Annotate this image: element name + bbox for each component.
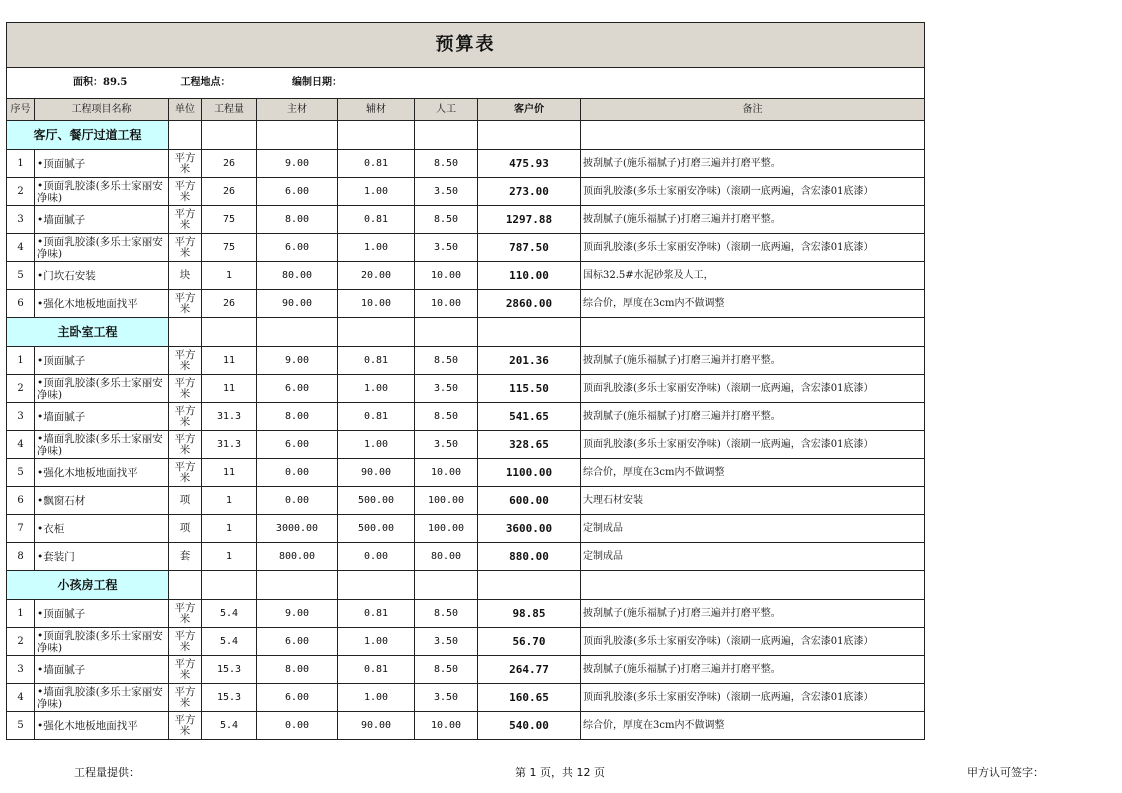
cell-price: 2860.00 [478,290,581,318]
cell-price: 3600.00 [478,515,581,543]
cell-name: •墙面腻子 [35,403,169,431]
cell-aux: 1.00 [338,375,415,403]
cell-price: 160.65 [478,684,581,712]
cell-qty: 31.3 [202,403,257,431]
cell-unit: 平方米 [169,656,202,684]
cell-note: 披刮腻子(施乐福腻子)打磨三遍并打磨平整。 [581,656,925,684]
table-row [7,234,925,262]
table-row [7,656,925,684]
cell-aux: 500.00 [338,515,415,543]
header-qty: 工程量 [202,99,257,121]
cell-labor: 8.50 [415,600,478,628]
cell-price: 273.00 [478,178,581,206]
cell-main: 6.00 [257,628,338,656]
cell-labor: 3.50 [415,178,478,206]
cell-unit: 平方米 [169,403,202,431]
info-row [7,68,925,99]
cell-seq: 4 [7,234,35,262]
cell-qty: 11 [202,459,257,487]
table-row [7,262,925,290]
cell-labor: 8.50 [415,347,478,375]
cell-unit: 平方米 [169,712,202,740]
cell-qty: 26 [202,290,257,318]
cell-name: •顶面腻子 [35,347,169,375]
cell-main: 0.00 [257,487,338,515]
title-row [7,23,925,68]
cell-main: 0.00 [257,712,338,740]
cell-main: 800.00 [257,543,338,571]
cell-labor: 3.50 [415,234,478,262]
section-title: 小孩房工程 [7,571,169,600]
cell-aux: 1.00 [338,178,415,206]
cell-labor: 80.00 [415,543,478,571]
cell-aux: 0.81 [338,403,415,431]
cell-seq: 4 [7,684,35,712]
cell-unit: 平方米 [169,234,202,262]
cell-labor: 3.50 [415,431,478,459]
cell-qty: 11 [202,347,257,375]
cell-seq: 1 [7,150,35,178]
cell-qty: 5.4 [202,712,257,740]
cell-price: 264.77 [478,656,581,684]
cell-qty: 75 [202,234,257,262]
cell-aux: 10.00 [338,290,415,318]
cell-qty: 5.4 [202,600,257,628]
cell-name: •顶面乳胶漆(多乐士家丽安净味) [35,628,169,656]
empty-cell [169,571,202,600]
table-row [7,515,925,543]
cell-seq: 2 [7,375,35,403]
cell-unit: 项 [169,515,202,543]
cell-note: 国标32.5#水泥砂浆及人工， [581,262,925,290]
cell-unit: 项 [169,487,202,515]
empty-cell [415,571,478,600]
cell-note: 披刮腻子(施乐福腻子)打磨三遍并打磨平整。 [581,206,925,234]
table-row [7,600,925,628]
cell-aux: 1.00 [338,628,415,656]
cell-labor: 8.50 [415,403,478,431]
cell-labor: 100.00 [415,487,478,515]
cell-price: 475.93 [478,150,581,178]
cell-aux: 0.81 [338,600,415,628]
header-seq: 序号 [7,99,35,121]
cell-qty: 1 [202,262,257,290]
cell-unit: 平方米 [169,375,202,403]
cell-name: •套装门 [35,543,169,571]
cell-aux: 0.00 [338,543,415,571]
cell-seq: 2 [7,178,35,206]
cell-price: 115.50 [478,375,581,403]
cell-seq: 5 [7,262,35,290]
table-row [7,403,925,431]
cell-price: 541.65 [478,403,581,431]
cell-seq: 5 [7,712,35,740]
cell-aux: 1.00 [338,234,415,262]
cell-name: •门坎石安装 [35,262,169,290]
cell-qty: 5.4 [202,628,257,656]
cell-seq: 3 [7,206,35,234]
cell-name: •强化木地板地面找平 [35,712,169,740]
empty-cell [338,571,415,600]
cell-note: 大理石材安装 [581,487,925,515]
empty-cell [338,318,415,347]
cell-name: •顶面乳胶漆(多乐士家丽安净味) [35,234,169,262]
cell-qty: 1 [202,515,257,543]
empty-cell [478,121,581,150]
cell-name: •顶面乳胶漆(多乐士家丽安净味) [35,178,169,206]
cell-unit: 平方米 [169,150,202,178]
area-label: 面积：89.5 [73,77,128,88]
cell-aux: 1.00 [338,431,415,459]
cell-price: 880.00 [478,543,581,571]
empty-cell [581,571,925,600]
header-note: 备注 [581,99,925,121]
cell-main: 6.00 [257,178,338,206]
cell-note: 顶面乳胶漆(多乐士家丽安净味)（滚刷一底两遍，含宏漆01底漆） [581,375,925,403]
cell-price: 600.00 [478,487,581,515]
cell-price: 201.36 [478,347,581,375]
cell-labor: 3.50 [415,628,478,656]
footer-page-number: 第 1 页，共 12 页 [515,766,605,779]
cell-name: •墙面乳胶漆(多乐士家丽安净味) [35,431,169,459]
cell-unit: 平方米 [169,431,202,459]
cell-price: 110.00 [478,262,581,290]
cell-main: 90.00 [257,290,338,318]
cell-main: 6.00 [257,375,338,403]
table-row [7,487,925,515]
cell-seq: 6 [7,290,35,318]
cell-price: 98.85 [478,600,581,628]
header-aux: 辅材 [338,99,415,121]
empty-cell [202,121,257,150]
cell-seq: 4 [7,431,35,459]
cell-note: 顶面乳胶漆(多乐士家丽安净味)（滚刷一底两遍，含宏漆01底漆） [581,178,925,206]
cell-name: •墙面腻子 [35,206,169,234]
empty-cell [581,318,925,347]
empty-cell [257,121,338,150]
cell-unit: 块 [169,262,202,290]
section-row [7,318,925,347]
cell-note: 披刮腻子(施乐福腻子)打磨三遍并打磨平整。 [581,600,925,628]
section-row [7,571,925,600]
cell-main: 8.00 [257,206,338,234]
cell-main: 80.00 [257,262,338,290]
header-labor: 人工 [415,99,478,121]
cell-unit: 平方米 [169,600,202,628]
empty-cell [169,318,202,347]
header-price: 客户价 [478,99,581,121]
cell-labor: 3.50 [415,375,478,403]
cell-price: 328.65 [478,431,581,459]
cell-aux: 0.81 [338,656,415,684]
cell-name: •顶面腻子 [35,150,169,178]
cell-main: 9.00 [257,600,338,628]
cell-labor: 10.00 [415,712,478,740]
cell-seq: 7 [7,515,35,543]
cell-price: 1297.88 [478,206,581,234]
cell-main: 8.00 [257,403,338,431]
cell-qty: 11 [202,375,257,403]
table-row [7,459,925,487]
table-row [7,150,925,178]
cell-labor: 8.50 [415,656,478,684]
cell-note: 定制成品 [581,515,925,543]
empty-cell [415,318,478,347]
cell-name: •墙面乳胶漆(多乐士家丽安净味) [35,684,169,712]
cell-qty: 26 [202,178,257,206]
budget-table [6,22,925,740]
cell-seq: 1 [7,347,35,375]
cell-price: 540.00 [478,712,581,740]
section-title: 主卧室工程 [7,318,169,347]
cell-labor: 3.50 [415,684,478,712]
cell-seq: 3 [7,403,35,431]
cell-qty: 1 [202,487,257,515]
cell-qty: 75 [202,206,257,234]
cell-name: •强化木地板地面找平 [35,290,169,318]
cell-main: 9.00 [257,150,338,178]
cell-aux: 90.00 [338,712,415,740]
location-label: 工程地点： [180,77,231,88]
cell-price: 787.50 [478,234,581,262]
cell-labor: 100.00 [415,515,478,543]
footer-signature: 甲方认可签字： [967,766,1044,779]
cell-seq: 5 [7,459,35,487]
cell-qty: 15.3 [202,656,257,684]
cell-aux: 1.00 [338,684,415,712]
cell-unit: 平方米 [169,347,202,375]
table-row [7,178,925,206]
cell-qty: 31.3 [202,431,257,459]
empty-cell [169,121,202,150]
cell-aux: 0.81 [338,206,415,234]
cell-note: 披刮腻子(施乐福腻子)打磨三遍并打磨平整。 [581,347,925,375]
table-row [7,431,925,459]
cell-labor: 8.50 [415,150,478,178]
page-title: 预算表 [7,23,925,68]
cell-main: 9.00 [257,347,338,375]
cell-qty: 26 [202,150,257,178]
header-main: 主材 [257,99,338,121]
cell-name: •强化木地板地面找平 [35,459,169,487]
header-row [7,99,925,121]
empty-cell [415,121,478,150]
cell-labor: 10.00 [415,262,478,290]
empty-cell [478,571,581,600]
cell-name: •顶面腻子 [35,600,169,628]
cell-aux: 0.81 [338,347,415,375]
cell-name: •顶面乳胶漆(多乐士家丽安净味) [35,375,169,403]
empty-cell [478,318,581,347]
cell-seq: 2 [7,628,35,656]
table-row [7,206,925,234]
cell-unit: 平方米 [169,178,202,206]
empty-cell [202,571,257,600]
cell-aux: 90.00 [338,459,415,487]
cell-aux: 0.81 [338,150,415,178]
empty-cell [257,571,338,600]
cell-unit: 平方米 [169,290,202,318]
cell-note: 顶面乳胶漆(多乐士家丽安净味)（滚刷一底两遍，含宏漆01底漆） [581,628,925,656]
cell-note: 顶面乳胶漆(多乐士家丽安净味)（滚刷一底两遍，含宏漆01底漆） [581,234,925,262]
section-title: 客厅、餐厅过道工程 [7,121,169,150]
cell-seq: 1 [7,600,35,628]
cell-seq: 6 [7,487,35,515]
cell-name: •飘窗石材 [35,487,169,515]
cell-labor: 10.00 [415,290,478,318]
cell-name: •衣柜 [35,515,169,543]
table-row [7,290,925,318]
cell-main: 6.00 [257,684,338,712]
empty-cell [338,121,415,150]
cell-note: 顶面乳胶漆(多乐士家丽安净味)（滚刷一底两遍，含宏漆01底漆） [581,684,925,712]
cell-labor: 8.50 [415,206,478,234]
cell-note: 披刮腻子(施乐福腻子)打磨三遍并打磨平整。 [581,150,925,178]
empty-cell [257,318,338,347]
table-row [7,712,925,740]
header-name: 工程项目名称 [35,99,169,121]
table-row [7,628,925,656]
cell-unit: 平方米 [169,459,202,487]
cell-unit: 平方米 [169,628,202,656]
cell-note: 定制成品 [581,543,925,571]
cell-unit: 平方米 [169,206,202,234]
cell-main: 6.00 [257,431,338,459]
footer-provider: 工程量提供： [74,766,140,779]
cell-note: 顶面乳胶漆(多乐士家丽安净味)（滚刷一底两遍，含宏漆01底漆） [581,431,925,459]
cell-aux: 500.00 [338,487,415,515]
empty-cell [581,121,925,150]
cell-seq: 8 [7,543,35,571]
cell-seq: 3 [7,656,35,684]
cell-price: 1100.00 [478,459,581,487]
cell-main: 3000.00 [257,515,338,543]
table-row [7,543,925,571]
cell-main: 0.00 [257,459,338,487]
cell-main: 8.00 [257,656,338,684]
cell-note: 综合价，厚度在3cm内不做调整 [581,459,925,487]
cell-qty: 15.3 [202,684,257,712]
cell-note: 综合价，厚度在3cm内不做调整 [581,290,925,318]
empty-cell [202,318,257,347]
cell-labor: 10.00 [415,459,478,487]
cell-unit: 套 [169,543,202,571]
cell-unit: 平方米 [169,684,202,712]
table-row [7,347,925,375]
cell-name: •墙面腻子 [35,656,169,684]
date-label: 编制日期： [291,77,342,88]
table-row [7,684,925,712]
section-row [7,121,925,150]
cell-note: 披刮腻子(施乐福腻子)打磨三遍并打磨平整。 [581,403,925,431]
cell-main: 6.00 [257,234,338,262]
header-unit: 单位 [169,99,202,121]
cell-note: 综合价，厚度在3cm内不做调整 [581,712,925,740]
cell-aux: 20.00 [338,262,415,290]
table-row [7,375,925,403]
cell-qty: 1 [202,543,257,571]
cell-price: 56.70 [478,628,581,656]
